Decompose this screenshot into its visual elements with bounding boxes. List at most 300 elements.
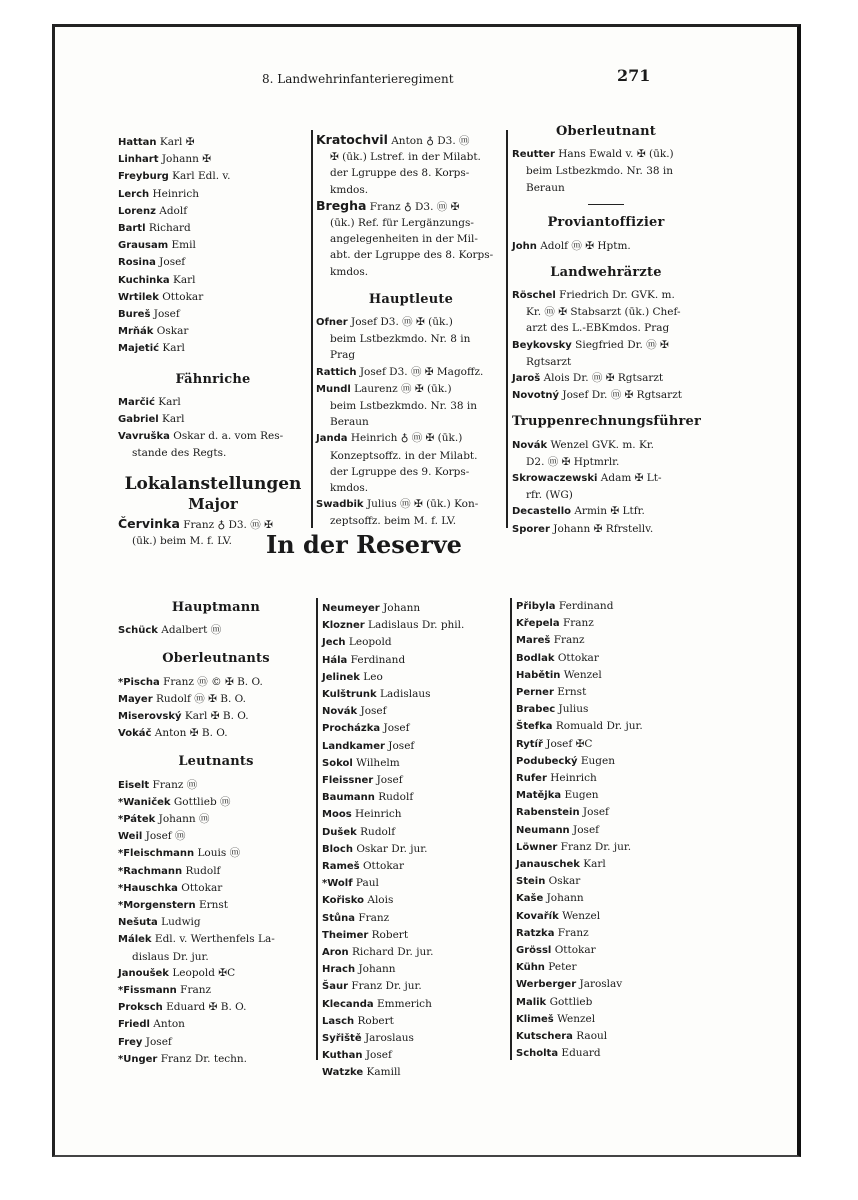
given-name-and-details: Karl — [583, 858, 606, 871]
surname: Baumann — [322, 792, 375, 804]
list-item — [118, 272, 308, 289]
surname: Friedl — [118, 1019, 150, 1031]
given-name-and-details: Gottlieb — [549, 995, 593, 1008]
surname: Vavruška — [118, 431, 170, 443]
list-item — [516, 1011, 702, 1028]
surname: Nešuta — [118, 917, 158, 929]
given-name-and-details: Kamill — [366, 1066, 401, 1079]
list-item — [516, 632, 702, 649]
given-name-and-details: Eugen — [580, 754, 615, 767]
given-name-and-details: Alois — [367, 894, 394, 907]
entry-text: zeptsoffz. beim M. f. LV. — [330, 515, 457, 528]
list-item — [516, 804, 702, 821]
entry-first-line — [512, 387, 700, 404]
entry — [512, 370, 700, 387]
surname: *Waniček — [118, 796, 171, 808]
given-name-and-details: Leopold ✠C — [172, 966, 236, 979]
given-name-and-details: Heinrich — [550, 772, 597, 785]
given-name-and-details: Josef ⓜ — [145, 830, 186, 843]
given-name-and-details: Ladislaus Dr. phil. — [368, 619, 465, 632]
surname: Lerch — [118, 188, 150, 200]
surname: Ofner — [316, 317, 348, 329]
given-name-and-details: Adolf — [159, 204, 188, 217]
section-heading-proviantoffizier: Proviantoffizier — [547, 215, 665, 231]
surname: *Morgenstern — [118, 900, 196, 912]
surname: Rameš — [322, 861, 360, 873]
list-item — [118, 880, 314, 897]
given-name-and-details: Wenzel — [563, 668, 602, 681]
list-item — [322, 892, 508, 909]
surname: Janauschek — [516, 859, 580, 871]
page-number: 271 — [617, 66, 651, 85]
list-item — [322, 772, 508, 789]
entry-text: der Lgruppe des 8. Korps- — [330, 167, 470, 180]
list-item — [516, 787, 702, 804]
given-name-and-details: Wenzel — [557, 1012, 596, 1025]
surname: Matějka — [516, 790, 562, 802]
surname: Fleissner — [322, 775, 374, 787]
entry-first-line — [512, 146, 700, 163]
given-name-and-details: Julius — [558, 703, 589, 716]
entry-text: Konzeptsoffz. in der Milabt. — [330, 449, 478, 462]
surname: Theimer — [322, 929, 369, 941]
entry-continuation — [316, 231, 506, 247]
surname: Málek — [118, 934, 152, 946]
section-heading-major: Major — [188, 494, 238, 513]
given-name-and-details: Oskar — [156, 325, 189, 338]
entry-continuation — [512, 454, 700, 470]
given-name-and-details: Ottokar — [162, 290, 204, 303]
surname: Sporer — [512, 523, 550, 535]
entry-first-line — [316, 198, 506, 215]
entry-text: beim Lstbezkmdo. Nr. 38 in — [526, 165, 674, 178]
surname: Přibyla — [516, 601, 556, 612]
entry-text: Wenzel GVK. m. Kr. — [550, 438, 655, 451]
surname: Stůna — [322, 912, 355, 924]
list-item — [118, 1016, 314, 1033]
given-name-and-details: Anton — [153, 1018, 185, 1031]
surname: Kulštrunk — [322, 689, 377, 701]
list-item — [322, 617, 508, 634]
given-name-and-details: Franz — [562, 617, 594, 630]
entry-first-line — [512, 521, 700, 538]
list-item — [322, 634, 508, 651]
surname: Neumeyer — [322, 603, 380, 614]
entry-continuation — [512, 163, 700, 179]
list-item — [322, 824, 508, 841]
surname: Janoušek — [118, 967, 169, 979]
given-name-and-details: Franz Dr. jur. — [351, 980, 422, 993]
surname: Decastello — [512, 506, 571, 518]
given-name-and-details: Ferdinand — [350, 653, 406, 666]
given-name-and-details: Johann — [383, 602, 421, 614]
given-name-and-details: Oskar d. a. vom Res- — [173, 430, 284, 443]
column-divider — [311, 130, 313, 528]
list-item — [118, 725, 314, 742]
entry-continuation — [316, 149, 506, 165]
given-name-and-details: Franz ⓜ — [152, 778, 198, 791]
surname: Rosina — [118, 257, 156, 269]
surname: Bureš — [118, 309, 151, 321]
given-name-and-details: Wilhelm — [356, 756, 400, 769]
list-item — [516, 942, 702, 959]
section-heading-landwehraerzte: Landwehrärzte — [550, 264, 662, 280]
given-name-and-details: Franz Dr. jur. — [560, 840, 632, 853]
entry-continuation — [316, 398, 506, 414]
entry-text: Beraun — [330, 416, 369, 429]
surname: Syřiště — [322, 1033, 362, 1045]
surname: Klozner — [322, 620, 365, 632]
list-item — [322, 858, 508, 875]
column-divider — [510, 598, 512, 1060]
entry-text: angelegenheiten in der Mil- — [330, 233, 478, 246]
entry-text: kmdos. — [330, 265, 369, 278]
entry-text: Anton ♁ D3. ⓜ — [391, 135, 470, 147]
list-item — [322, 1030, 508, 1047]
given-name-and-details: dislaus Dr. jur. — [132, 950, 209, 963]
list-item — [118, 914, 314, 931]
given-name-and-details: Rudolf ⓜ ✠ B. O. — [155, 692, 246, 705]
list-item — [516, 718, 702, 735]
given-name-and-details: Karl — [158, 395, 181, 408]
list-item — [118, 794, 314, 811]
surname: Mareš — [516, 635, 551, 647]
surname: Moos — [322, 809, 352, 821]
given-name-and-details: Ottokar — [554, 944, 596, 957]
list-item — [516, 976, 702, 993]
entry-text: Josef Dr. ⓜ ✠ Rgtsarzt — [562, 389, 682, 402]
list-item — [118, 428, 308, 445]
list-item — [118, 323, 308, 340]
surname: Rabenstein — [516, 807, 580, 819]
entry-first-line — [316, 430, 506, 447]
surname: Grausam — [118, 240, 169, 252]
entry-continuation — [512, 487, 700, 503]
surname: Novák — [322, 706, 358, 718]
surname: Novotný — [512, 390, 560, 402]
given-name-and-details: Franz — [180, 984, 212, 997]
entry-text: Siegfried Dr. ⓜ ✠ — [575, 338, 669, 351]
surname: Habětin — [516, 669, 561, 681]
page-header-title: 8. Landwehrinfanterieregiment — [262, 72, 454, 86]
given-name-and-details: Josef — [582, 806, 609, 819]
surname: Kovařík — [516, 910, 559, 922]
entry — [512, 437, 700, 470]
list-item — [516, 1028, 702, 1045]
top-middle-column — [316, 132, 506, 530]
given-name-and-details: Ernst — [557, 686, 587, 699]
entry-text: Rgtsarzt — [526, 355, 572, 368]
list-item — [118, 965, 314, 982]
reserve-middle-column — [322, 600, 508, 1082]
surname: Kratochvil — [316, 132, 388, 147]
surname: Stein — [516, 876, 546, 888]
list-item — [516, 770, 702, 787]
entry-text: Adolf ⓜ ✠ Hptm. — [540, 239, 631, 252]
list-item — [322, 841, 508, 858]
surname: Eiselt — [118, 779, 150, 791]
surname: Brabec — [516, 704, 556, 716]
surname: Podubecký — [516, 755, 578, 767]
surname: Marčić — [118, 396, 155, 408]
list-item — [118, 828, 314, 845]
surname: Landkamer — [322, 740, 385, 752]
column-divider — [316, 598, 318, 1060]
given-name-and-details: Johann ⓜ — [158, 813, 210, 826]
entry-text: Josef D3. ⓜ ✠ (ūk.) — [351, 316, 453, 329]
list-item — [322, 875, 508, 892]
surname: Mundl — [316, 383, 351, 395]
entry-text: abt. der Lgruppe des 8. Korps- — [330, 249, 494, 262]
entry — [316, 314, 506, 364]
entry-text: arzt des L.-EBKmdos. Prag — [526, 322, 670, 335]
list-item — [118, 220, 308, 237]
surname: Mrňák — [118, 326, 154, 338]
given-name-and-details: Josef — [365, 1049, 392, 1062]
given-name-and-details: Karl Edl. v. — [172, 170, 231, 183]
given-name-and-details: Anton ✠ B. O. — [154, 727, 228, 740]
given-name-and-details: stande des Regts. — [132, 447, 227, 460]
surname: Watzke — [322, 1067, 364, 1079]
given-name-and-details: Karl ✠ — [159, 136, 195, 148]
section-heading-oberleutnant: Oberleutnant — [556, 124, 656, 139]
list-item — [516, 959, 702, 976]
given-name-and-details: Romuald Dr. jur. — [555, 720, 643, 733]
section-heading-fahnriche: Fähnriche — [175, 371, 251, 387]
list-item — [516, 615, 702, 632]
entry-continuation — [316, 165, 506, 181]
given-name-and-details: Franz Dr. techn. — [160, 1052, 248, 1065]
list-item — [118, 982, 314, 999]
list-item — [118, 186, 308, 203]
surname: Kořisko — [322, 895, 365, 907]
list-item — [322, 720, 508, 737]
entry-continuation — [316, 513, 506, 529]
surname: *Rachmann — [118, 865, 183, 877]
entry-text: Alois Dr. ⓜ ✠ Rgtsarzt — [543, 371, 664, 384]
entry-first-line — [316, 364, 506, 381]
entry-text: (ūk.) Ref. für Lergänzungs- — [330, 217, 474, 230]
entry-continuation — [316, 182, 506, 198]
given-name-and-details: Franz — [553, 634, 585, 647]
surname: *Pátek — [118, 814, 156, 826]
entry-text: Josef D3. ⓜ ✠ Magoffz. — [359, 365, 484, 378]
given-name-and-details: Josef — [573, 823, 600, 836]
surname: Aron — [322, 947, 349, 959]
surname: *Unger — [118, 1053, 158, 1065]
list-item — [516, 667, 702, 684]
surname: Linhart — [118, 154, 159, 166]
given-name-and-details: Franz — [358, 911, 390, 924]
entry-first-line — [512, 470, 700, 487]
given-name-and-details: Ottokar — [181, 881, 223, 894]
given-name-and-details: Franz — [557, 926, 589, 939]
list-item — [516, 822, 702, 839]
entry-continuation — [316, 448, 506, 464]
entry — [512, 146, 700, 196]
entry-text: Kr. ⓜ ✠ Stabsarzt (ūk.) Chef- — [526, 306, 681, 319]
list-item — [516, 994, 702, 1011]
entry-text: Franz ♁ D3. ⓜ ✠ — [369, 200, 460, 213]
surname: Werberger — [516, 979, 577, 991]
list-item — [322, 703, 508, 720]
list-item — [118, 691, 314, 708]
surname: Šaur — [322, 981, 349, 993]
given-name-and-details: Josef — [388, 739, 415, 752]
list-item — [118, 1034, 314, 1051]
list-item — [516, 684, 702, 701]
list-item — [118, 897, 314, 914]
given-name-and-details: Adalbert ⓜ — [161, 624, 222, 637]
list-item — [118, 777, 314, 794]
list-item — [516, 925, 702, 942]
entry-text: Adam ✠ Lt- — [600, 471, 662, 484]
entry-continuation — [316, 480, 506, 496]
surname: Rytíř — [516, 738, 543, 750]
entry-continuation — [316, 215, 506, 231]
given-name-and-details: Richard Dr. jur. — [352, 946, 434, 959]
list-item — [118, 203, 308, 220]
given-name-and-details: Robert — [371, 928, 409, 941]
entry-text: ✠ (ūk.) Lstref. in der Milabt. — [330, 151, 481, 164]
given-name-and-details: Paul — [355, 877, 379, 890]
entry — [512, 287, 700, 337]
surname: Lorenz — [118, 205, 156, 217]
surname: Freyburg — [118, 171, 169, 183]
list-item — [118, 151, 308, 168]
entry-first-line — [316, 496, 506, 513]
given-name-and-details: Karl ✠ B. O. — [184, 710, 249, 723]
list-item — [516, 598, 702, 615]
surname: Lasch — [322, 1015, 355, 1027]
list-item — [322, 996, 508, 1013]
surname: Wrtilek — [118, 291, 159, 303]
given-name-and-details: Ferdinand — [558, 600, 614, 612]
given-name-and-details: Ottokar — [362, 860, 404, 873]
list-item — [322, 789, 508, 806]
list-item — [118, 674, 314, 691]
entry-text: Armin ✠ Ltfr. — [574, 505, 645, 518]
given-name-and-details: Johann — [546, 892, 584, 905]
entry — [512, 470, 700, 503]
entry-continuation — [512, 320, 700, 336]
surname: Neumann — [516, 824, 570, 836]
section-heading-lokalanstellungen: Lokalanstellungen — [124, 473, 302, 494]
entry — [512, 503, 700, 520]
given-name-and-details: Rudolf — [378, 791, 414, 804]
surname: Sokol — [322, 757, 353, 769]
entry — [512, 238, 700, 255]
surname: Klimeš — [516, 1013, 554, 1025]
given-name-and-details: Heinrich — [152, 187, 199, 200]
surname: Vokáč — [118, 728, 152, 740]
list-item — [118, 168, 308, 185]
surname: Proksch — [118, 1002, 163, 1014]
given-name-and-details: Johann ✠ — [161, 153, 212, 166]
surname: *Hauschka — [118, 882, 178, 894]
surname: Kuchinka — [118, 274, 170, 286]
list-item: Červinka Franz ♁ D3. ⓜ ✠ — [118, 516, 273, 532]
list-item — [516, 650, 702, 667]
surname: Skrowaczewski — [512, 472, 598, 484]
section-heading-hauptleute: Hauptleute — [368, 291, 454, 307]
list-item — [322, 1064, 508, 1081]
entry — [316, 132, 506, 198]
entry-text: Hans Ewald v. ✠ (ūk.) — [558, 148, 674, 161]
surname: Hála — [322, 654, 348, 666]
list-item — [118, 1051, 314, 1068]
section-heading-oberleutnants: Oberleutnants — [162, 651, 270, 667]
list-item — [516, 890, 702, 907]
list-item — [118, 306, 308, 323]
entry — [512, 521, 700, 538]
given-name-and-details: Karl — [162, 342, 185, 355]
list-item — [516, 736, 702, 753]
entry-continuation — [316, 347, 506, 363]
given-name-and-details: Robert — [357, 1014, 394, 1027]
entry — [316, 496, 506, 529]
list-item — [118, 845, 314, 862]
list-item — [322, 686, 508, 703]
surname: Jaroš — [512, 372, 541, 384]
given-name-and-details: Louis ⓜ — [197, 847, 241, 860]
list-item — [118, 237, 308, 254]
given-name-and-details: Emil — [171, 239, 196, 252]
surname: *Pischa — [118, 676, 160, 688]
entry-text: Johann ✠ Rfrstellv. — [553, 522, 654, 535]
surname: Křepela — [516, 618, 560, 630]
surname: Malik — [516, 996, 547, 1008]
surname: Kuthan — [322, 1050, 363, 1062]
given-name-and-details: Josef — [360, 705, 387, 718]
reserve-right-column — [516, 598, 702, 1062]
entry-text: Prag — [330, 349, 356, 362]
surname: Rufer — [516, 773, 547, 785]
list-item-continuation — [118, 949, 314, 965]
given-name-and-details: Raoul — [576, 1030, 608, 1043]
surname: Novák — [512, 439, 548, 451]
given-name-and-details: Emmerich — [377, 997, 432, 1010]
entry-continuation — [512, 180, 700, 196]
given-name-and-details: Jaroslaus — [364, 1032, 414, 1045]
list-item — [322, 652, 508, 669]
list-item — [322, 927, 508, 944]
given-name-and-details: Franz ⓜ © ✠ B. O. — [163, 675, 263, 688]
list-item — [118, 134, 308, 151]
given-name-and-details: Oskar — [548, 875, 581, 888]
list-item — [322, 961, 508, 978]
given-name-and-details: Eugen — [564, 789, 599, 802]
surname: *Wolf — [322, 878, 353, 890]
list-item — [516, 908, 702, 925]
given-name-and-details: Ottokar — [557, 651, 599, 664]
given-name-and-details: Rudolf — [185, 864, 221, 877]
entry-text: Julius ⓜ ✠ (ūk.) Kon- — [366, 498, 479, 511]
given-name-and-details: Josef ✠C — [546, 737, 593, 750]
given-name-and-details: Rudolf — [360, 825, 396, 838]
surname: Weil — [118, 831, 143, 843]
entry — [512, 387, 700, 404]
entry-continuation — [512, 354, 700, 370]
top-left-column — [118, 134, 308, 549]
surname: Bodlak — [516, 652, 555, 664]
surname: Ratzka — [516, 927, 555, 939]
entry-text: beim Lstbezkmdo. Nr. 38 in — [330, 400, 478, 413]
list-item — [118, 863, 314, 880]
entry-text: Laurenz ⓜ ✠ (ūk.) — [354, 382, 452, 395]
list-item — [118, 254, 308, 271]
list-item — [322, 600, 508, 617]
